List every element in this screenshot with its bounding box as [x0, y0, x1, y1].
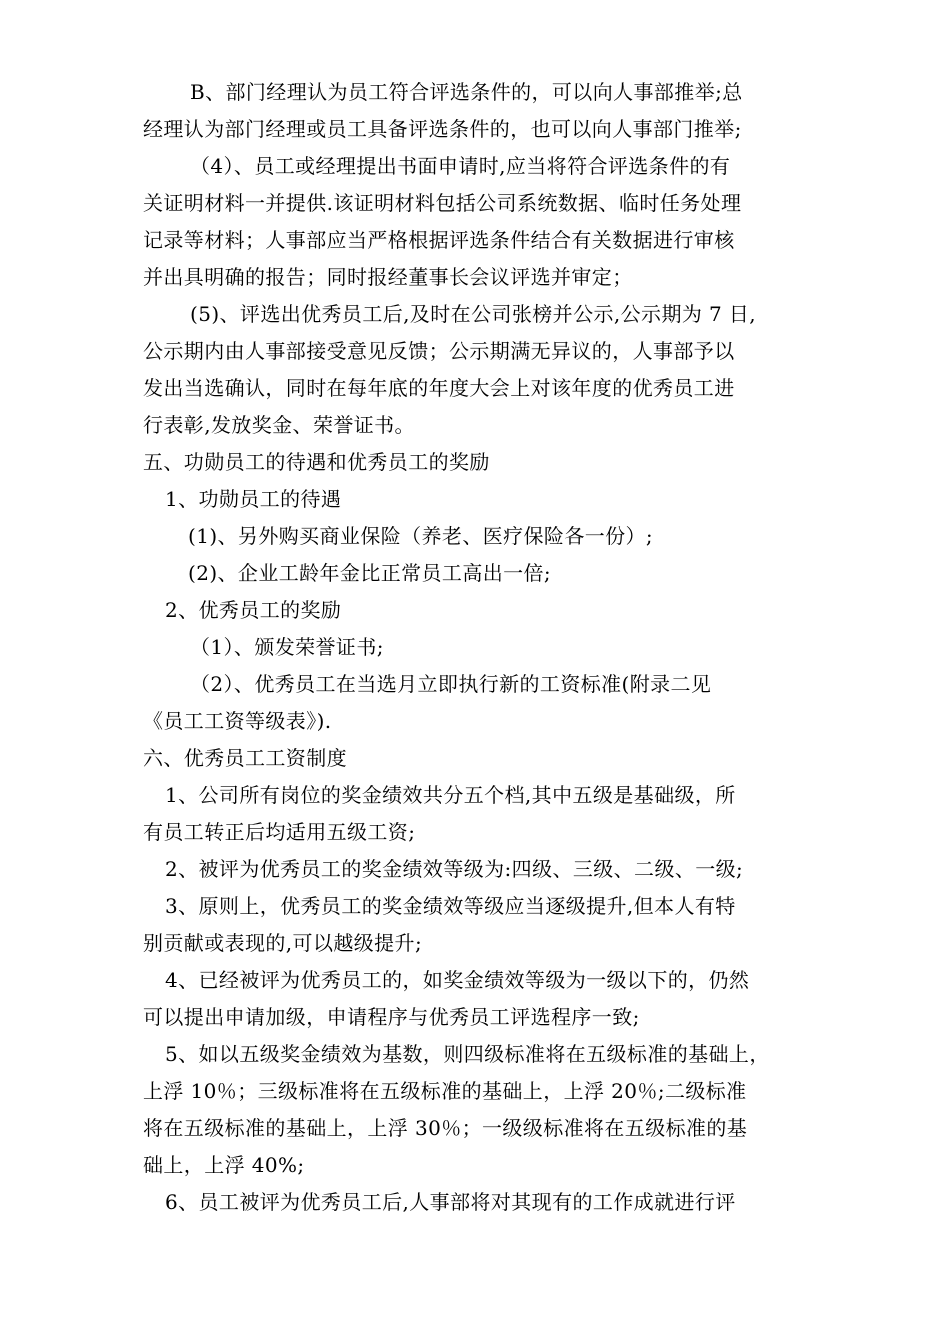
text-line: B、部门经理认为员工符合评选条件的，可以向人事部推举;总 [190, 80, 743, 104]
list-item: 3、原则上，优秀员工的奖金绩效等级应当逐级提升,但本人有特 [165, 894, 736, 918]
list-item: （1）、颁发荣誉证书; [190, 635, 384, 659]
text-line: （4）、员工或经理提出书面申请时,应当将符合评选条件的有 [190, 154, 731, 178]
text-line: 《员工工资等级表》). [143, 709, 332, 733]
text-line: 发出当选确认，同时在每年底的年度大会上对该年度的优秀员工进 [143, 376, 735, 400]
text-line: 有员工转正后均适用五级工资; [143, 820, 416, 844]
list-item: (1)、另外购买商业保险（养老、医疗保险各一份）; [188, 524, 654, 548]
text-line: 可以提出申请加级，申请程序与优秀员工评选程序一致; [143, 1005, 640, 1029]
list-item: (2)、企业工龄年金比正常员工高出一倍; [188, 561, 552, 585]
section-heading: 六、优秀员工工资制度 [143, 746, 347, 770]
text-line: 别贡献或表现的,可以越级提升; [143, 931, 423, 955]
text-line: 经理认为部门经理或员工具备评选条件的，也可以向人事部门推举; [143, 117, 742, 141]
text-line: (5)、评选出优秀员工后,及时在公司张榜并公示,公示期为 7 日, [190, 302, 757, 326]
list-item: 2、被评为优秀员工的奖金绩效等级为:四级、三级、二级、一级; [165, 857, 744, 881]
text-line: 上浮 10％；三级标准将在五级标准的基础上，上浮 20％;二级标准 [143, 1079, 747, 1103]
subsection-heading: 1、功勋员工的待遇 [165, 487, 342, 511]
list-item: （2）、优秀员工在当选月立即执行新的工资标准(附录二见 [190, 672, 712, 696]
text-line: 公示期内由人事部接受意见反馈；公示期满无异议的，人事部予以 [143, 339, 735, 363]
list-item: 4、已经被评为优秀员工的，如奖金绩效等级为一级以下的，仍然 [165, 968, 750, 992]
section-heading: 五、功勋员工的待遇和优秀员工的奖励 [143, 450, 490, 474]
text-line: 关证明材料一并提供.该证明材料包括公司系统数据、临时任务处理 [143, 191, 742, 215]
text-line: 将在五级标准的基础上，上浮 30％；一级级标准将在五级标准的基 [143, 1116, 748, 1140]
list-item: 1、公司所有岗位的奖金绩效共分五个档,其中五级是基础级，所 [165, 783, 736, 807]
text-line: 行表彰,发放奖金、荣誉证书。 [143, 413, 415, 437]
text-line: 记录等材料；人事部应当严格根据评选条件结合有关数据进行审核 [143, 228, 735, 252]
list-item: 6、员工被评为优秀员工后,人事部将对其现有的工作成就进行评 [165, 1190, 736, 1214]
text-line: 础上，上浮 40%; [143, 1153, 305, 1177]
list-item: 5、如以五级奖金绩效为基数，则四级标准将在五级标准的基础上， [165, 1042, 770, 1066]
subsection-heading: 2、优秀员工的奖励 [165, 598, 342, 622]
text-line: 并出具明确的报告；同时报经董事长会议评选并审定； [143, 265, 633, 289]
